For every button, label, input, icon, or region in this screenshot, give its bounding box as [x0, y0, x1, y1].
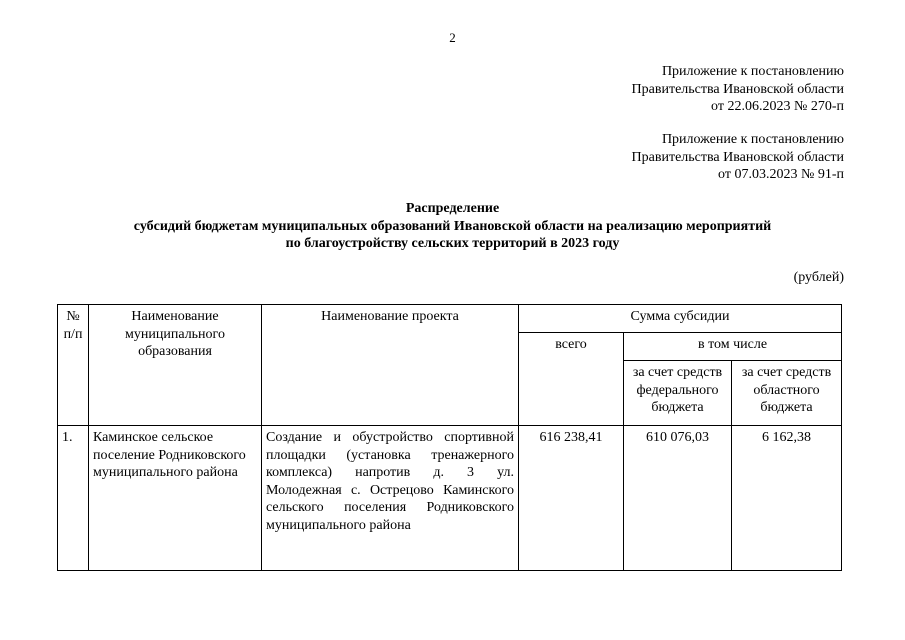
header-number: № п/п [58, 305, 89, 426]
title-line: Распределение [405, 201, 500, 216]
header-federal: за счет средств федерального бюджета [624, 361, 732, 426]
document-title [0, 200, 905, 253]
appendix-line: Правительства Ивановской области [631, 81, 844, 97]
header-including: в том числе [624, 333, 842, 361]
title-line: по благоустройству сельских территорий в 2023 году [285, 236, 620, 251]
cell-federal: 610 076,03 [624, 426, 732, 571]
appendix-line: от 22.06.2023 № 270-п [711, 99, 844, 114]
title-line: субсидий бюджетам муниципальных образований Ивановской области на реализацию мероприятий [133, 218, 772, 234]
subsidy-table [57, 304, 842, 571]
appendix-reference-original [632, 131, 844, 184]
page-number: 2 [449, 30, 456, 45]
cell-regional: 6 162,38 [732, 426, 842, 571]
header-regional: за счет средств областного бюджета [732, 361, 842, 426]
appendix-line: Приложение к постановлению [661, 132, 844, 147]
header-municipality: Наименование муниципального образования [89, 305, 262, 426]
appendix-line: Правительства Ивановской области [631, 149, 844, 165]
cell-number: 1. [58, 426, 89, 571]
appendix-reference-current [632, 63, 844, 116]
appendix-line: от 07.03.2023 № 91-п [718, 167, 844, 182]
header-project: Наименование проекта [262, 305, 519, 426]
units-label: (рублей) [793, 270, 844, 285]
header-subsidy-amount: Сумма субсидии [519, 305, 842, 333]
header-total: всего [519, 333, 624, 426]
cell-total: 616 238,41 [519, 426, 624, 571]
appendix-line: Приложение к постановлению [661, 64, 844, 79]
table-row [58, 426, 842, 571]
table-header-row [58, 305, 842, 333]
cell-municipality: Каминское сельское поселение Родниковского муниципального района [89, 426, 262, 571]
cell-project: Создание и обустройство спортивной площадки (установка тренажерного комплекса) напротив д. 3 ул. Молодежная с. Острецово Каминского сельского поселения Родниковского муниципального района [262, 426, 519, 571]
